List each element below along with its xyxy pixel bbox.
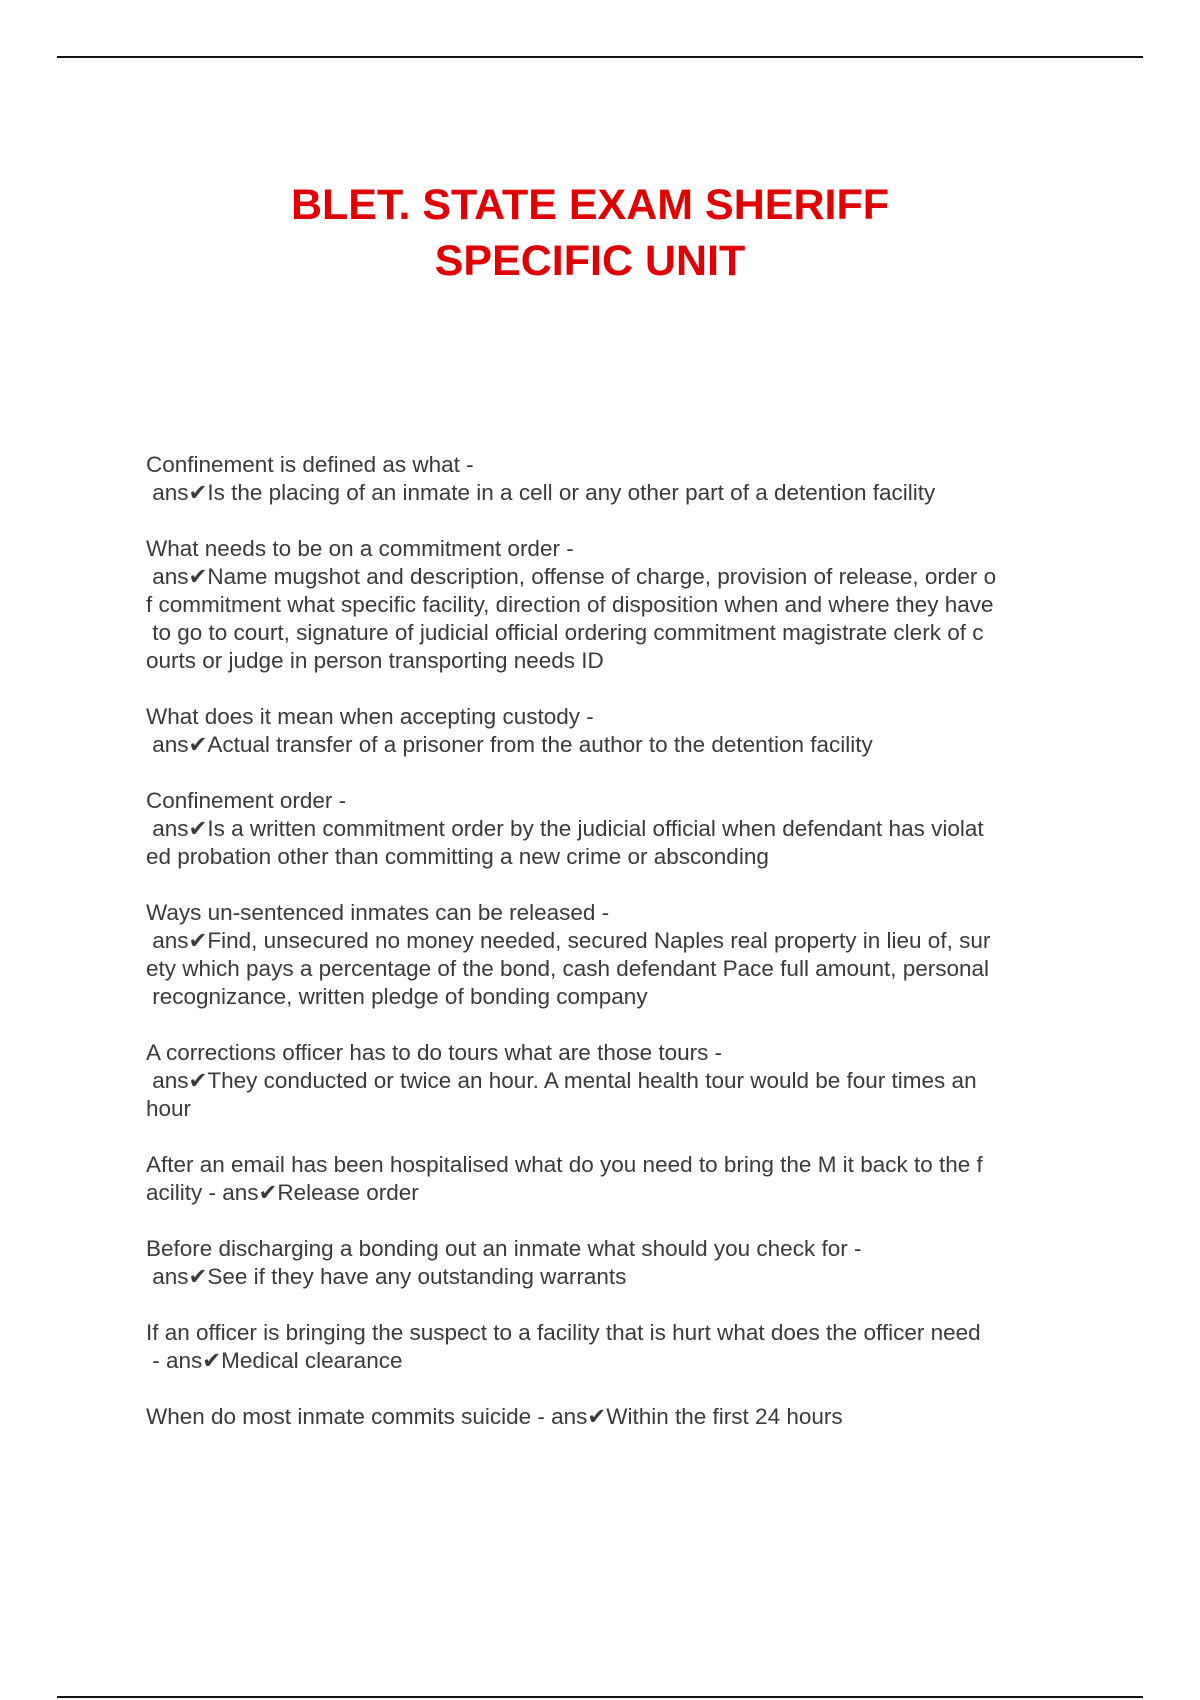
qa-line: What needs to be on a commitment order - <box>146 536 574 561</box>
qa-line: - ans✔Medical clearance <box>146 1348 403 1373</box>
document-title <box>150 177 1030 289</box>
qa-item <box>146 899 1086 1011</box>
qa-line: What does it mean when accepting custody - <box>146 704 594 729</box>
qa-line: ans✔See if they have any outstanding warrants <box>146 1264 627 1289</box>
qa-line: f commitment what specific facility, direction of disposition when and where they have <box>146 592 994 617</box>
header-rule <box>57 56 1143 58</box>
qa-item <box>146 1151 1086 1207</box>
qa-line: Ways un-sentenced inmates can be released - <box>146 900 610 925</box>
qa-line: ans✔They conducted or twice an hour. A mental health tour would be four times an <box>146 1068 977 1093</box>
qa-line: ans✔Is a written commitment order by the judicial official when defendant has violat <box>146 816 984 841</box>
footer-rule <box>57 1696 1143 1698</box>
qa-line: If an officer is bringing the suspect to a facility that is hurt what does the officer need <box>146 1320 981 1345</box>
qa-line: ans✔Is the placing of an inmate in a cell or any other part of a detention facility <box>146 480 936 505</box>
qa-line: recognizance, written pledge of bonding company <box>146 984 648 1009</box>
title-line-2: SPECIFIC UNIT <box>434 236 746 285</box>
qa-line: When do most inmate commits suicide - ans✔Within the first 24 hours <box>146 1404 843 1429</box>
qa-line: After an email has been hospitalised what do you need to bring the M it back to the f <box>146 1152 983 1177</box>
qa-line: Confinement is defined as what - <box>146 452 474 477</box>
qa-line: ourts or judge in person transporting needs ID <box>146 648 604 673</box>
qa-line: ety which pays a percentage of the bond, cash defendant Pace full amount, personal <box>146 956 990 981</box>
qa-item <box>146 1403 1086 1431</box>
title-line-1: BLET. STATE EXAM SHERIFF <box>290 180 890 229</box>
qa-line: ans✔Find, unsecured no money needed, secured Naples real property in lieu of, sur <box>146 928 991 953</box>
qa-line: ed probation other than committing a new crime or absconding <box>146 844 769 869</box>
qa-item <box>146 451 1086 507</box>
qa-line: ans✔Actual transfer of a prisoner from the author to the detention facility <box>146 732 873 757</box>
qa-item <box>146 535 1086 675</box>
qa-item <box>146 703 1086 759</box>
qa-item <box>146 1235 1086 1291</box>
qa-list <box>146 451 1086 1459</box>
qa-item <box>146 1039 1086 1123</box>
qa-line: ans✔Name mugshot and description, offense of charge, provision of release, order o <box>146 564 997 589</box>
qa-line: Before discharging a bonding out an inmate what should you check for - <box>146 1236 862 1261</box>
qa-item <box>146 787 1086 871</box>
qa-line: Confinement order - <box>146 788 347 813</box>
qa-line: A corrections officer has to do tours what are those tours - <box>146 1040 723 1065</box>
qa-line: to go to court, signature of judicial official ordering commitment magistrate clerk of c <box>146 620 984 645</box>
qa-item <box>146 1319 1086 1375</box>
qa-line: acility - ans✔Release order <box>146 1180 419 1205</box>
qa-line: hour <box>146 1096 192 1121</box>
